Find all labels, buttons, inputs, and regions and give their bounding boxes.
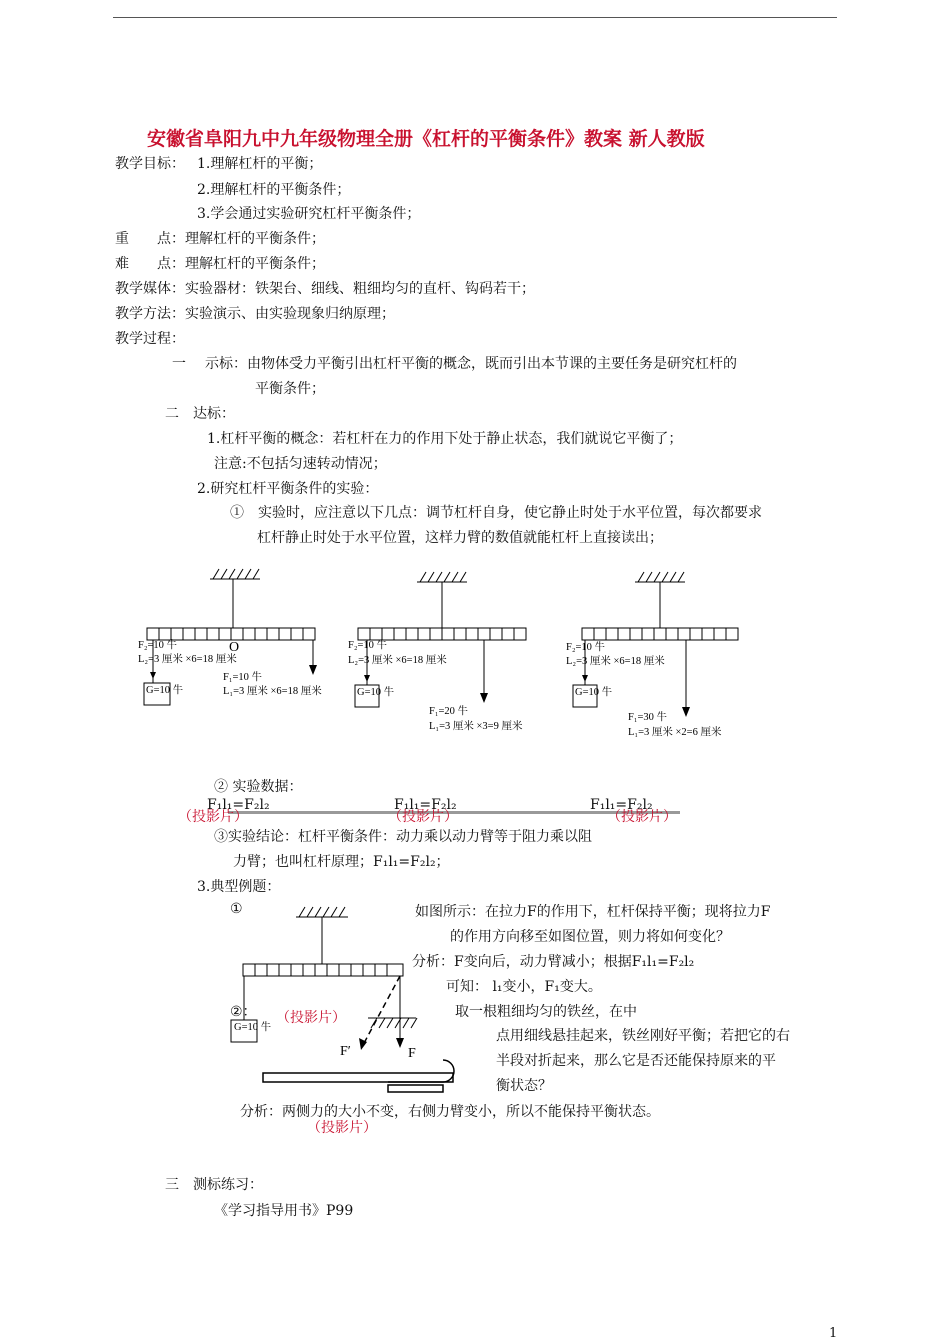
f2-label: F₂=10 牛 [566, 642, 606, 653]
example1-result: 可知： l₁变小，F₁变大。 [446, 979, 602, 995]
difficult-point: 难 点：理解杠杆的平衡条件； [115, 256, 325, 272]
force-arrow [150, 672, 156, 679]
projection-note: （投影片） [178, 809, 248, 825]
lever-diagram-2 [345, 565, 555, 740]
f1-label: F₁=30 牛 [628, 712, 668, 723]
example2-number: ②： [230, 1004, 257, 1020]
lever-diagram-1 [135, 565, 350, 715]
weight-label: G=10 牛 [146, 685, 184, 696]
weight-label: G=10 牛 [234, 1022, 272, 1033]
objective-item: 3.学会通过实验研究杠杆平衡条件； [197, 206, 421, 222]
weight-label: G=10 牛 [357, 687, 395, 698]
conclusion-line2: 力臂；也叫杠杆原理；F₁l₁=F₂l₂； [233, 854, 450, 870]
experiment-note-line1: ① 实验时，应注意以下几点：调节杠杆自身，使它静止时处于水平位置，每次都要求 [230, 505, 762, 521]
section1-line2: 平衡条件； [255, 381, 325, 397]
l1-label: L₁=3 厘米 ×2=6 厘米 [628, 727, 722, 738]
example2-line2: 点用细线悬挂起来，铁丝刚好平衡；若把它的右 [496, 1028, 790, 1044]
example1-diagram [228, 900, 468, 1100]
example2-analysis: 分析：两侧力的大小不变，右侧力臂变小，所以不能保持平衡状态。 [240, 1104, 660, 1120]
force-arrow [396, 1038, 404, 1048]
force-f-label: F [408, 1046, 416, 1061]
section3-heading: 三 测标练习： [165, 1177, 263, 1193]
objective-item: 2.理解杠杆的平衡条件； [197, 182, 351, 198]
data-formula: F₁l₁=F₂l₂ [590, 797, 653, 813]
force-arrow [582, 675, 588, 682]
header-rule [113, 17, 837, 18]
projection-note: （投影片） [276, 1010, 346, 1026]
force-f-prime-label: F′ [340, 1044, 351, 1059]
f1-label: F₁=20 牛 [429, 706, 469, 717]
projection-note: （投影片） [607, 809, 677, 825]
l1-label: L₁=3 厘米 ×3=9 厘米 [429, 721, 523, 732]
l2-label: L₂=3 厘米 ×6=18 厘米 [566, 656, 665, 667]
lever-balance-note: 注意:不包括匀速转动情况； [214, 456, 387, 472]
lever-diagram-3 [563, 565, 773, 743]
process-label: 教学过程： [115, 331, 185, 347]
experiment-heading: 2.研究杠杆平衡条件的实验： [197, 481, 379, 497]
weight-label: G=10 牛 [575, 687, 613, 698]
data-formula: F₁l₁=F₂l₂ [207, 797, 270, 813]
lever-balance-concept: 1.杠杆平衡的概念：若杠杆在力的作用下处于静止状态，我们就说它平衡了； [207, 431, 683, 447]
section1-number: 一 [172, 356, 186, 372]
conclusion-line1: ③实验结论：杠杆平衡条件：动力乘以动力臂等于阻力乘以阻 [214, 829, 592, 845]
objectives-label: 教学目标： [115, 156, 185, 172]
projection-note: （投影片） [388, 809, 458, 825]
example1-analysis: 分析：F变向后，动力臂减小；根据F₁l₁=F₂l₂ [412, 954, 695, 970]
experiment-note-line2: 杠杆静止时处于水平位置，这样力臂的数值就能杠杆上直接读出； [257, 530, 663, 546]
objective-item: 1.理解杠杆的平衡； [197, 156, 323, 172]
force-arrow [480, 693, 488, 703]
teaching-media: 教学媒体：实验器材：铁架台、细线、粗细均匀的直杆、钩码若干； [115, 281, 535, 297]
key-point: 重 点：理解杠杆的平衡条件； [115, 231, 325, 247]
page-title: 安徽省阜阳九中九年级物理全册《杠杆的平衡条件》教案 新人教版 [147, 128, 705, 150]
page-number: 1 [829, 1326, 838, 1341]
example2-line3: 半段对折起来，那么它是否还能保持原来的平 [496, 1053, 776, 1069]
l1-label: L₁=3 厘米 ×6=18 厘米 [223, 686, 322, 697]
teaching-method: 教学方法：实验演示、由实验现象归纳原理； [115, 306, 395, 322]
section3-item: 《学习指导用书》P99 [214, 1203, 354, 1219]
examples-heading: 3.典型例题： [197, 879, 281, 895]
experiment-data-label: ② 实验数据： [214, 779, 303, 795]
projection-note: （投影片） [307, 1120, 377, 1136]
data-formula: F₁l₁=F₂l₂ [394, 797, 457, 813]
force-arrow [682, 707, 690, 717]
section1-line1: 示标：由物体受力平衡引出杠杆平衡的概念，既而引出本节课的主要任务是研究杠杆的 [205, 356, 737, 372]
pivot-label: O [229, 640, 240, 655]
l2-label: L₂=3 厘米 ×6=18 厘米 [348, 655, 447, 666]
example2-line4: 衡状态？ [496, 1078, 552, 1094]
example1-line2: 的作用方向移至如图位置，则力将如何变化？ [450, 929, 730, 945]
section2-heading: 二 达标： [165, 406, 235, 422]
force-arrow [364, 675, 370, 682]
force-arrow [309, 665, 317, 675]
f2-label: F₂=10 牛 [138, 640, 178, 651]
example2-line1: 取一根粗细均匀的铁丝，在中 [455, 1004, 637, 1020]
f1-label: F₁=10 牛 [223, 672, 263, 683]
example1-line1: 如图所示：在拉力F的作用下，杠杆保持平衡；现将拉力F [415, 904, 771, 920]
l2-label: L₂=3 厘米 ×6=18 厘米 [138, 654, 237, 665]
example1-number: ① [230, 901, 243, 917]
f2-label: F₂=10 牛 [348, 640, 388, 651]
